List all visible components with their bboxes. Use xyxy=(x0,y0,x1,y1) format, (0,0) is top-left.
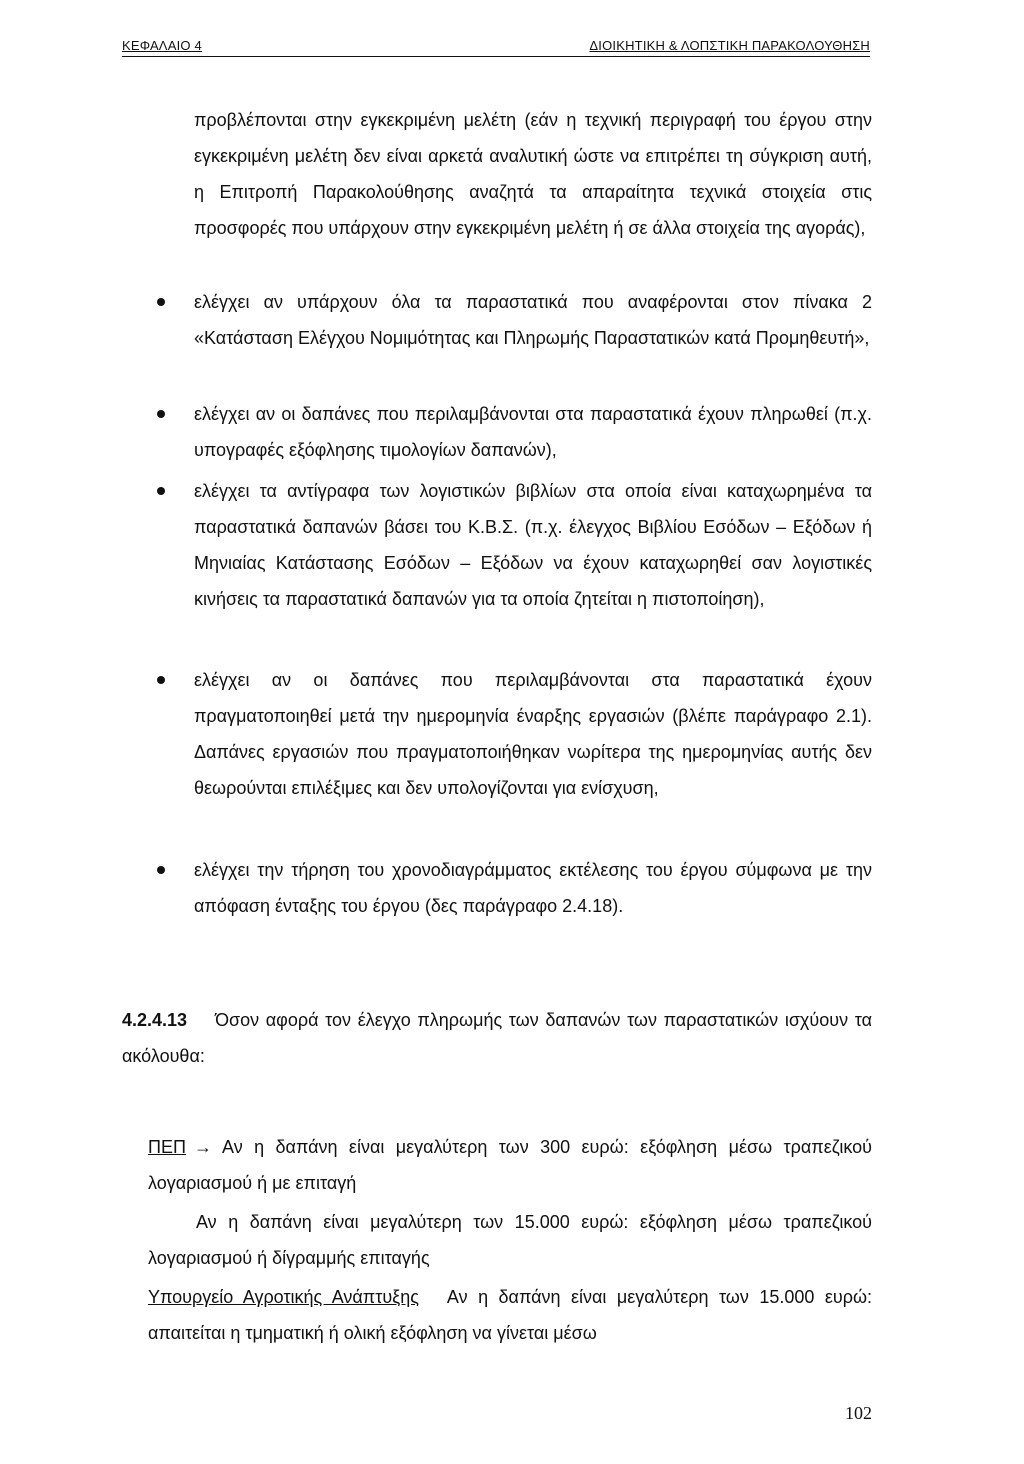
list-item: ελέγχει αν οι δαπάνες που περιλαμβάνονται στα παραστατικά έχουν πραγματοποιηθεί μετά την ημερομηνία έναρξης εργασιών (βλέπε παράγραφο 2.1). Δαπάνες εργασιών που πραγματοποιήθηκαν νωρίτερα της ημερομηνίας αυτής δεν θεωρούνται επιλέξιμες και δεν υπολογίζονται για ενίσχυση, xyxy=(194,670,872,798)
bullet-dot xyxy=(157,298,165,306)
ministry-rule xyxy=(148,1279,872,1351)
bullet-dot xyxy=(157,676,165,684)
arrow-icon: → xyxy=(194,1137,213,1157)
section-text: Όσον αφορά τον έλεγχο πληρωμής των δαπανών των παραστατικών ισχύουν τα ακόλουθα: xyxy=(122,1010,872,1066)
bullet-dot xyxy=(157,410,165,418)
list-item: ελέγχει τα αντίγραφα των λογιστικών βιβλίων στα οποία είναι καταχωρημένα τα παραστατικά δαπανών βάσει του Κ.Β.Σ. (π.χ. έλεγχος Βιβλίου Εσόδων – Εξόδων ή Μηνιαίας Κατάστασης Εσόδων – Εξόδων να έχουν καταχωρηθεί σαν λογιστικές κινήσεις τα παραστατικά δαπανών για τα οποία ζητείται η πιστοποίηση), xyxy=(194,481,872,609)
pep-label: ΠΕΠ xyxy=(148,1137,187,1157)
list-item: ελέγχει αν οι δαπάνες που περιλαμβάνονται στα παραστατικά έχουν πληρωθεί (π.χ. υπογραφές εξόφλησης τιμολογίων δαπανών), xyxy=(194,404,872,460)
section-number: 4.2.4.13 xyxy=(122,1010,188,1030)
pep-rule-1 xyxy=(148,1129,872,1201)
pep-rule-2: Αν η δαπάνη είναι μεγαλύτερη των 15.000 ευρώ: εξόφληση μέσω τραπεζικού λογαριασμού ή δίγραμμής επιταγής xyxy=(148,1212,872,1268)
section-paragraph xyxy=(122,1002,872,1074)
pep-rule-1-text: Αν η δαπάνη είναι μεγαλύτερη των 300 ευρώ: εξόφληση μέσω τραπεζικού λογαριασμού ή με επιταγή xyxy=(148,1137,872,1193)
bullet-dot xyxy=(157,487,165,495)
ministry-rule-text: Αν η δαπάνη είναι μεγαλύτερη των 15.000 ευρώ: απαιτείται η τμηματική ή ολική εξόφληση να γίνεται μέσω xyxy=(148,1287,873,1343)
list-item: ελέγχει την τήρηση του χρονοδιαγράμματος εκτέλεσης του έργου σύμφωνα με την απόφαση ένταξης του έργου (δες παράγραφο 2.4.18). xyxy=(194,860,872,916)
list-item: ελέγχει αν υπάρχουν όλα τα παραστατικά που αναφέρονται στον πίνακα 2 «Κατάσταση Ελέγχου Νομιμότητας και Πληρωμής Παραστατικών κατά Προμηθευτή», xyxy=(194,292,872,348)
ministry-label: Υπουργείο Αγροτικής Ανάπτυξης xyxy=(148,1287,419,1307)
chapter-label: ΚΕΦΑΛΑΙΟ 4 xyxy=(122,38,202,53)
page-number: 102 xyxy=(845,1403,872,1423)
section-title: ΔΙΟΙΚΗΤΙΚΗ & ΛΟΠΣΤΙΚΗ ΠΑΡΑΚΟΛΟΥΘΗΣΗ xyxy=(589,38,870,53)
intro-paragraph: προβλέπονται στην εγκεκριμένη μελέτη (εάν η τεχνική περιγραφή του έργου στην εγκεκριμένη μελέτη δεν είναι αρκετά αναλυτική ώστε να επιτρέπει τη σύγκριση αυτή, η Επιτροπή Παρακολούθησης αναζητά τα απαραίτητα τεχνικά στοιχεία στις προσφορές που υπάρχουν στην εγκεκριμένη μελέτη ή σε άλλα στοιχεία της αγοράς), xyxy=(194,110,872,238)
page-header xyxy=(122,38,870,60)
header-rule xyxy=(122,56,870,57)
bullet-dot xyxy=(157,866,165,874)
